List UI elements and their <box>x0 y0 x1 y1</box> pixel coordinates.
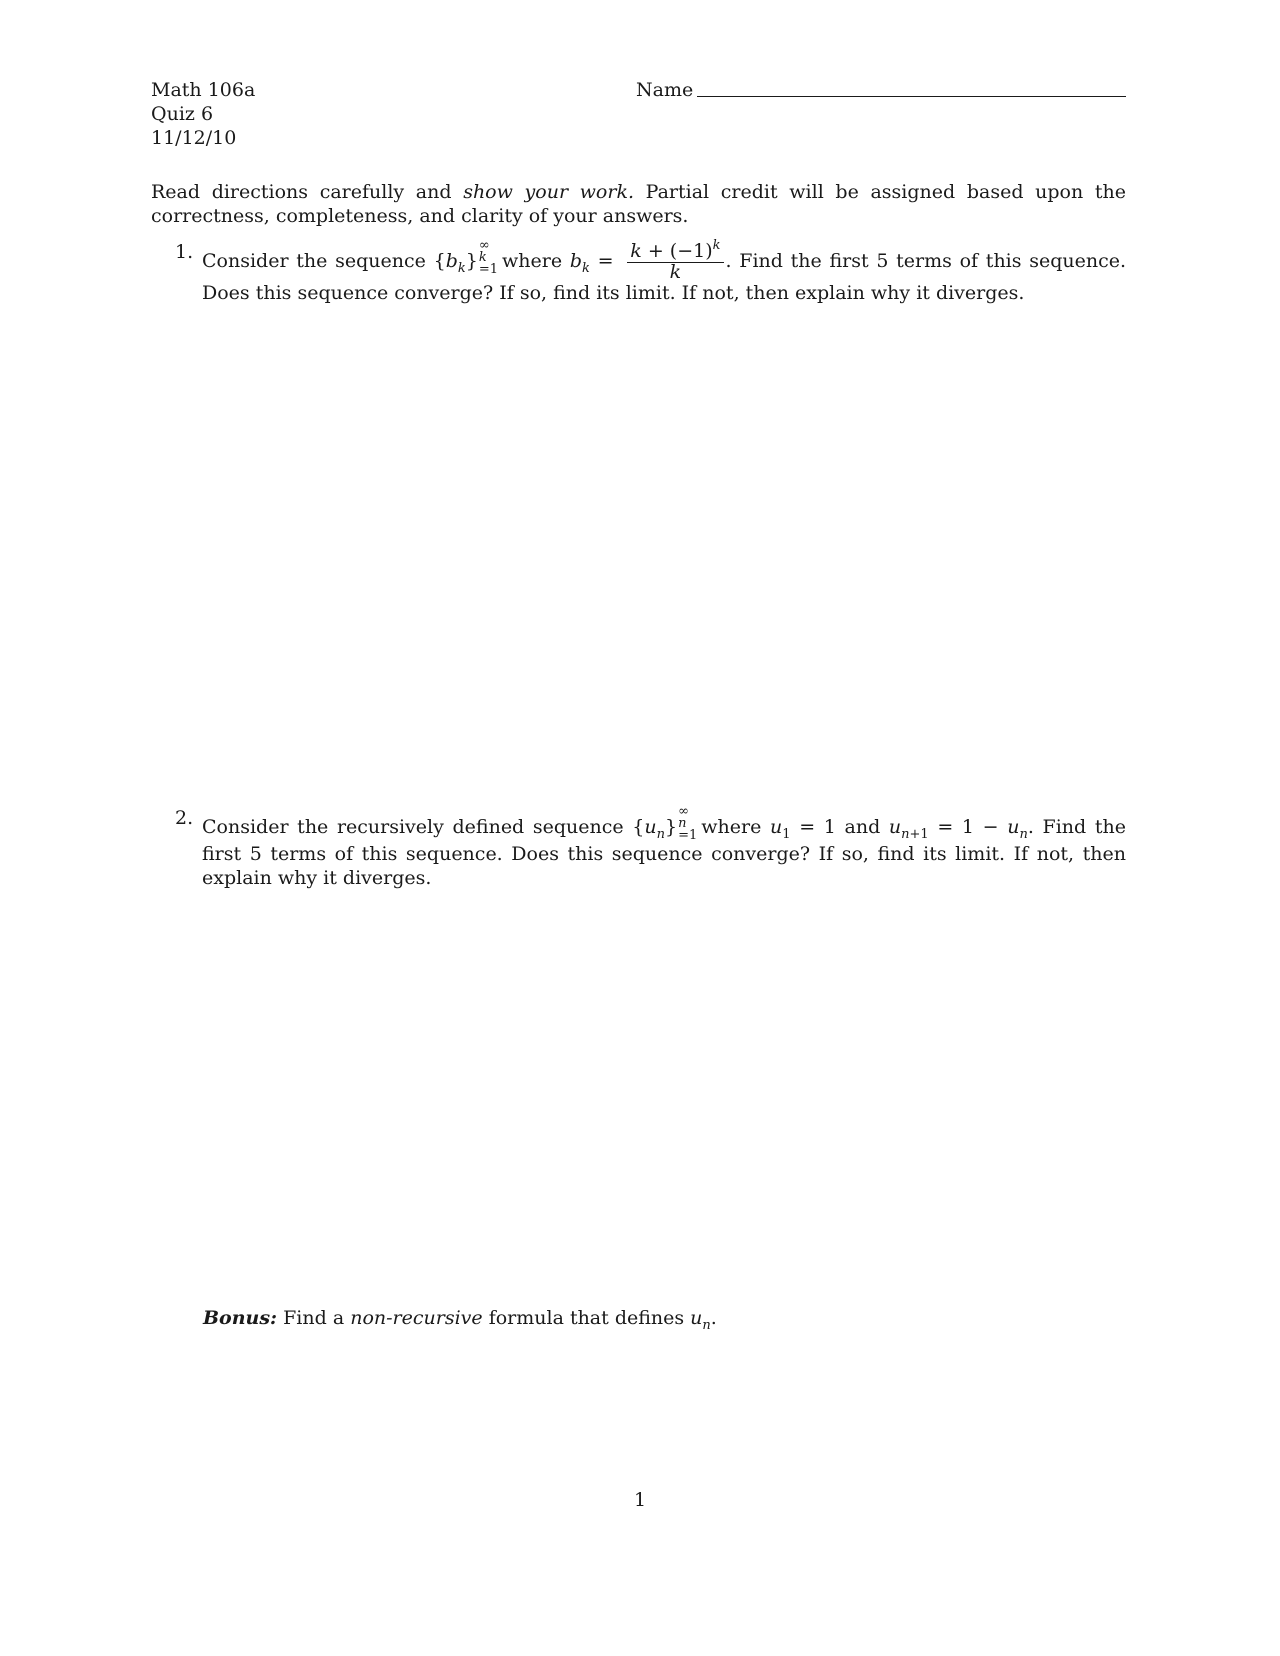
page-number: 1 <box>633 1489 647 1511</box>
problem-2-text-c: and <box>844 816 881 838</box>
u-n-symbol: $u_n$ <box>690 1307 711 1333</box>
sequence-u-notation: $\{u_n\}$ ∞ n =1 <box>632 804 698 843</box>
course-header <box>151 78 255 150</box>
bonus-label: Bonus: <box>203 1307 278 1329</box>
instructions-lead: Read directions carefully and <box>151 181 452 203</box>
bonus-question: Bonus: Find a non-recursive formula that defines $u_n$. <box>203 1307 717 1333</box>
bonus-text-b: formula that defines <box>488 1307 685 1329</box>
problem-2-number: 2. <box>175 807 194 829</box>
problem-1-number: 1. <box>175 241 194 263</box>
instructions-rest: Partial credit will be assigned based upon the correctness, completeness, and clarity of your answers. <box>151 181 1126 227</box>
problem-2-text-a: Consider the recursively defined sequence <box>202 816 624 838</box>
problem-1-text <box>202 240 1126 305</box>
problem-2-text-d: . Find the first 5 terms of this sequence. Does this sequence converge? If so, find its limit. If not, then explain why it diverges. <box>202 816 1126 889</box>
problem-2-text <box>202 806 1126 890</box>
problem-2-text-b: where <box>701 816 762 838</box>
course-title: Math 106a <box>151 79 256 101</box>
quiz-title: Quiz 6 <box>151 103 214 125</box>
bonus-text-a: Find a <box>283 1307 345 1329</box>
u-recursion: $u_{n+1} = 1 - u_n$ <box>888 816 1028 842</box>
instructions-emphasis: show your work. <box>463 181 635 203</box>
instructions <box>151 180 1126 228</box>
problem-1-text-a: Consider the sequence <box>202 250 426 272</box>
bonus-emphasis: non-recursive <box>350 1307 483 1329</box>
u-1-initial: $u_1 = 1$ <box>770 816 836 842</box>
problem-2 <box>175 806 1126 890</box>
problem-1-text-b: where <box>502 250 563 272</box>
sequence-b-notation: $\{b_k\}$ ∞ k =1 <box>433 238 499 277</box>
problem-1 <box>175 240 1126 305</box>
problem-1-text-c: . Find the first 5 terms of this sequence. Does this sequence converge? If so, find its limit. If not, then explain why it diverges. <box>202 250 1127 304</box>
name-blank-line[interactable] <box>697 96 1126 97</box>
name-label: Name <box>636 79 694 101</box>
b-k-formula: $b_k$ = $\frac{k + (-1)^k}{k}$ <box>570 250 726 272</box>
quiz-date: 11/12/10 <box>151 127 237 149</box>
